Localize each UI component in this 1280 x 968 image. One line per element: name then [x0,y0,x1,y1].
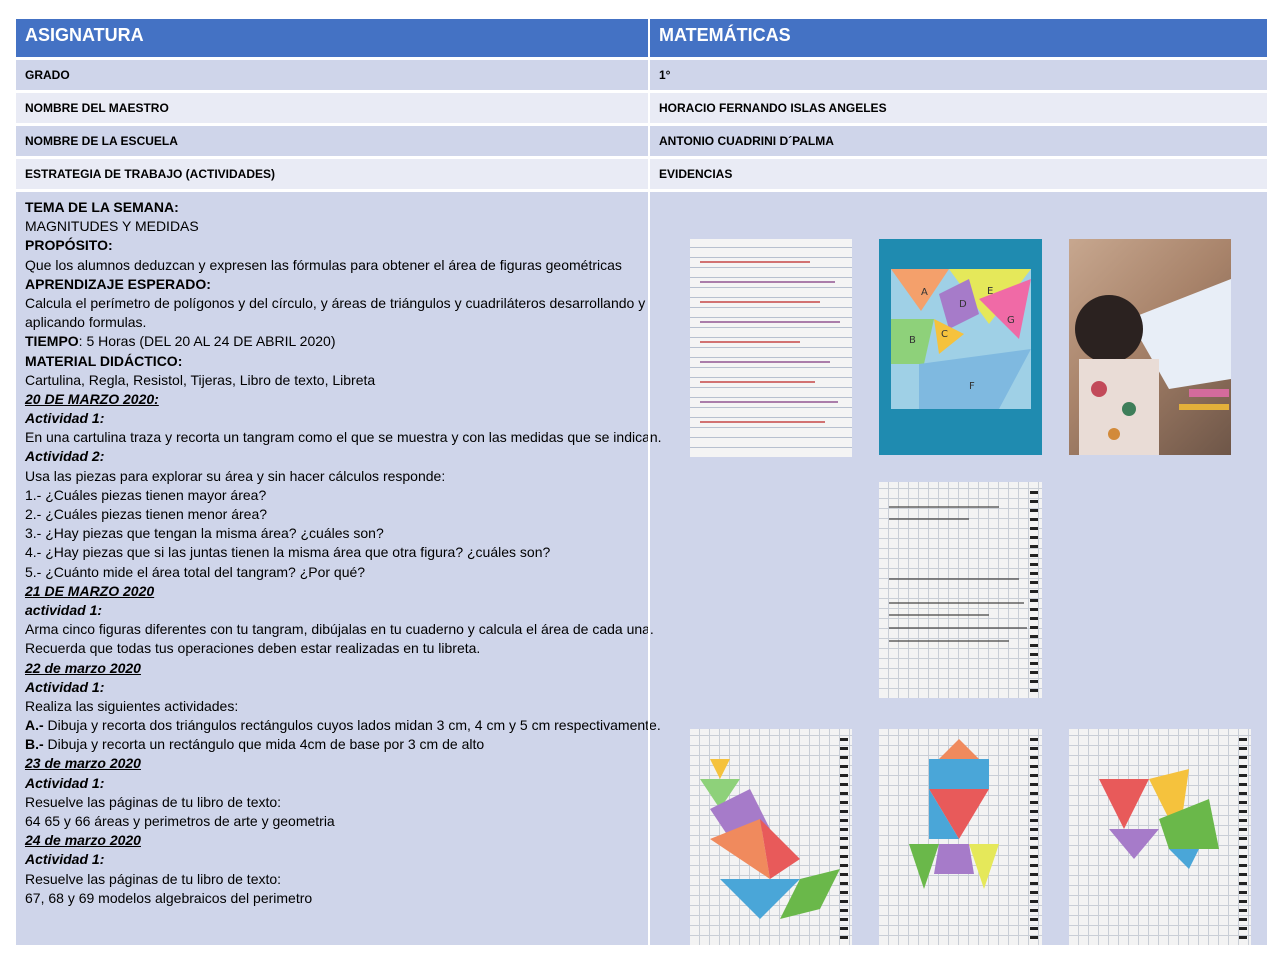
date-heading: 23 de marzo 2020 [25,755,141,772]
learning-text: Calcula el perímetro de polígonos y del círculo, y áreas de triángulos y cuadriláteros desarrollando y [25,294,646,311]
evidence-photo-student-working [1069,239,1231,455]
date-heading: 24 de marzo 2020 [25,832,141,849]
evidence-label: EVIDENCIAS [648,159,1267,189]
table-row [16,93,1267,123]
activity-item [25,716,662,735]
item-text: Dibuja y recorta un rectángulo que mida 4cm de base por 3 cm de alto [43,736,485,753]
teacher-label: NOMBRE DEL MAESTRO [25,101,169,115]
purpose-text: Que los alumnos deduzcan y expresen las fórmulas para obtener el área de figuras geométricas [25,256,622,273]
question-item: 2.- ¿Cuáles piezas tienen menor área? [25,506,268,522]
svg-text:B: B [909,335,916,346]
topic-heading: TEMA DE LA SEMANA: [25,199,179,215]
activity-item [25,735,662,754]
teacher-value: HORACIO FERNANDO ISLAS ANGELES [648,93,1267,123]
item-marker: A.- [25,717,44,734]
evidence-photo-notebook-notes [690,239,852,457]
evidence-photo-tangram-robot [879,729,1042,945]
svg-text:F: F [969,381,975,392]
item-text: Dibuja y recorta dos triángulos rectángulos cuyos lados midan 3 cm, 4 cm y 5 cm respectivamente. [43,717,661,734]
svg-text:A: A [921,287,928,298]
activity-text: En una cartulina traza y recorta un tangram como el que se muestra y con las medidas que se indican. [25,429,662,446]
activity-heading: Actividad 1: [25,678,105,695]
svg-text:G: G [1007,315,1015,326]
evidence-photo-notebook-page [879,482,1042,698]
activity-text: Recuerda que todas tus operaciones deben estar realizadas en tu libreta. [25,640,481,657]
svg-text:C: C [941,329,948,340]
strategy-label: ESTRATEGIA DE TRABAJO (ACTIVIDADES) [25,167,276,181]
header-subject-value: MATEMÁTICAS [648,19,1267,57]
question-item: 4.- ¿Hay piezas que si las juntas tienen la misma área que otra figura? ¿cuáles son? [25,544,551,561]
material-heading: MATERIAL DIDÁCTICO: [25,352,183,369]
activities-text [25,192,662,908]
header-subject-label: ASIGNATURA [25,25,144,45]
activity-text: 67, 68 y 69 modelos algebraicos del perimetro [25,889,313,906]
activity-text: Arma cinco figuras diferentes con tu tangram, dibújalas en tu cuaderno y calcula el área de cada una. [25,621,654,638]
learning-heading: APRENDIZAJE ESPERADO: [25,275,211,292]
topic-text: MAGNITUDES Y MEDIDAS [25,218,199,235]
activities-cell [16,192,662,945]
table-row [16,126,1267,156]
activity-heading: Actividad 1: [25,774,105,791]
activity-heading: Actividad 2: [25,448,105,465]
activity-text: Resuelve las páginas de tu libro de texto: [25,793,282,810]
learning-text: aplicando formulas. [25,314,147,331]
question-item: 1.- ¿Cuáles piezas tienen mayor área? [25,486,267,503]
grade-label: GRADO [25,68,70,82]
activity-heading: Actividad 1: [25,410,105,427]
school-label: NOMBRE DE LA ESCUELA [25,134,178,148]
date-heading: 21 DE MARZO 2020 [25,582,155,599]
school-value: ANTONIO CUADRINI D´PALMA [648,126,1267,156]
purpose-heading: PROPÓSITO: [25,237,113,254]
activity-text: Realiza las siguientes actividades: [25,697,239,714]
evidence-photo-tangram-cardboard [879,239,1042,455]
grade-value: 1° [648,60,1267,90]
activity-heading: actividad 1: [25,601,103,618]
question-item: 5.- ¿Cuánto mide el área total del tangram? ¿Por qué? [25,563,366,580]
time-line [25,332,662,351]
table-header [16,19,1267,57]
activity-text: Resuelve las páginas de tu libro de texto: [25,870,282,887]
svg-text:E: E [987,286,994,297]
material-text: Cartulina, Regla, Resistol, Tijeras, Libro de texto, Libreta [25,371,376,388]
time-text: : 5 Horas (DEL 20 AL 24 DE ABRIL 2020) [78,333,336,350]
time-heading: TIEMPO [25,333,79,350]
activity-text: Usa las piezas para explorar su área y sin hacer cálculos responde: [25,467,446,484]
activity-text: 64 65 y 66 áreas y perimetros de arte y geometria [25,813,335,829]
svg-text:D: D [959,299,967,310]
question-item: 3.- ¿Hay piezas que tengan la misma área? ¿cuáles son? [25,525,384,542]
activity-heading: Actividad 1: [25,851,105,868]
table-row [16,60,1267,90]
date-heading: 20 DE MARZO 2020: [25,390,159,407]
item-marker: B.- [25,736,44,753]
table-row [16,159,1267,189]
evidence-photo-tangram-bird [1069,729,1251,945]
date-heading: 22 de marzo 2020 [25,659,141,676]
evidence-photo-tangram-cat [690,729,852,945]
